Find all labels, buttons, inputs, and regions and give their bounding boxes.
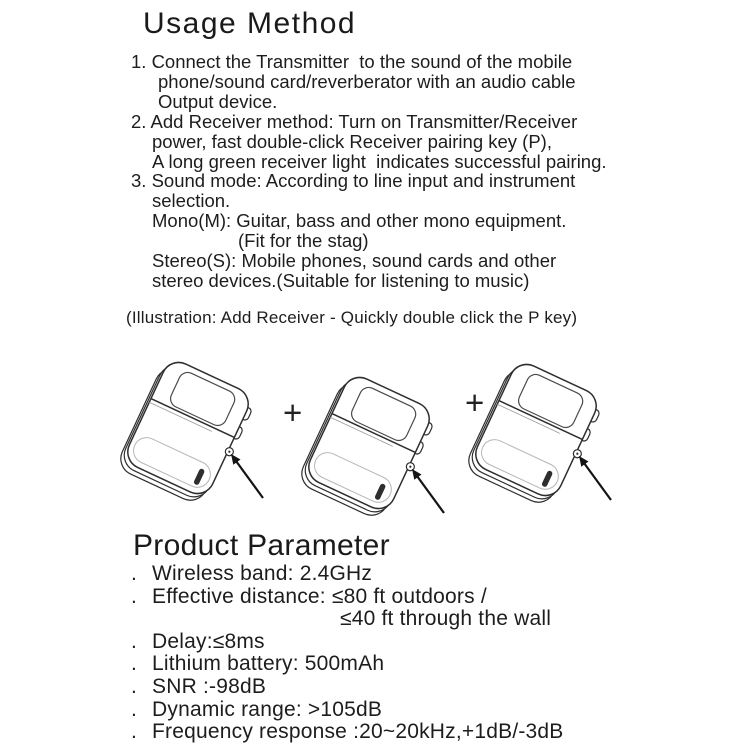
receiver-device-illustration <box>461 352 631 522</box>
instruction-line: 1. Connect the Transmitter to the sound of the mobile <box>131 51 573 72</box>
receiver-device-illustration <box>113 350 283 520</box>
instruction-line: 3. Sound mode: According to line input and instrument <box>131 170 576 192</box>
spec-text: Frequency response :20~20kHz,+1dB/-3dB <box>152 720 564 744</box>
bullet-dot: . <box>131 720 138 744</box>
spec-row-frequency-response <box>131 721 711 744</box>
instruction-line: Output device. <box>158 90 278 112</box>
spec-row-snr <box>131 676 711 699</box>
instruction-line: 2. Add Receiver method: Turn on Transmitter/Receiver <box>131 110 578 132</box>
receiver-device-illustration <box>294 365 464 535</box>
instruction-line: selection. <box>152 190 231 212</box>
bullet-dot: . <box>131 674 138 698</box>
spec-text: Delay:≤8ms <box>152 629 265 653</box>
spec-row-wireless-band <box>131 563 711 586</box>
spec-text: Lithium battery: 500mAh <box>152 652 385 676</box>
plus-sign: + <box>283 394 303 431</box>
spec-row-effective-distance <box>131 586 711 609</box>
spec-text: Wireless band: 2.4GHz <box>152 562 373 585</box>
spec-text: ≤40 ft through the wall <box>340 607 552 631</box>
usage-instructions <box>131 52 691 291</box>
spec-row-effective-distance-cont <box>131 608 711 631</box>
instruction-line: power, fast double-click Receiver pairing key (P), <box>152 130 552 152</box>
instruction-line: phone/sound card/reverberator with an audio cable <box>158 70 576 92</box>
spec-text: SNR :-98dB <box>152 674 267 698</box>
pairing-illustration <box>0 344 750 530</box>
instruction-line: stereo devices.(Suitable for listening to music) <box>152 269 530 291</box>
bullet-dot: . <box>131 652 138 676</box>
instruction-line: Stereo(S): Mobile phones, sound cards and other <box>152 250 557 272</box>
instruction-line: (Fit for the stag) <box>238 230 369 252</box>
bullet-dot: . <box>131 584 138 608</box>
plus-sign: + <box>465 384 485 421</box>
spec-row-lithium-battery <box>131 653 711 676</box>
spec-list <box>131 563 711 744</box>
bullet-dot: . <box>131 562 138 585</box>
spec-text: Effective distance: ≤80 ft outdoors / <box>152 584 487 608</box>
spec-text: Dynamic range: >105dB <box>152 697 383 721</box>
spec-row-delay <box>131 631 711 654</box>
bullet-dot: . <box>131 697 138 721</box>
illustration-caption: (Illustration: Add Receiver - Quickly double click the P key) <box>126 308 578 327</box>
bullet-dot: . <box>131 629 138 653</box>
product-parameter-title: Product Parameter <box>133 529 390 562</box>
usage-method-title: Usage Method <box>143 7 357 40</box>
spec-row-dynamic-range <box>131 699 711 722</box>
instruction-line: Mono(M): Guitar, bass and other mono equipment. <box>152 210 567 232</box>
instruction-line: A long green receiver light indicates successful pairing. <box>152 150 607 172</box>
bullet-dot <box>131 608 152 631</box>
